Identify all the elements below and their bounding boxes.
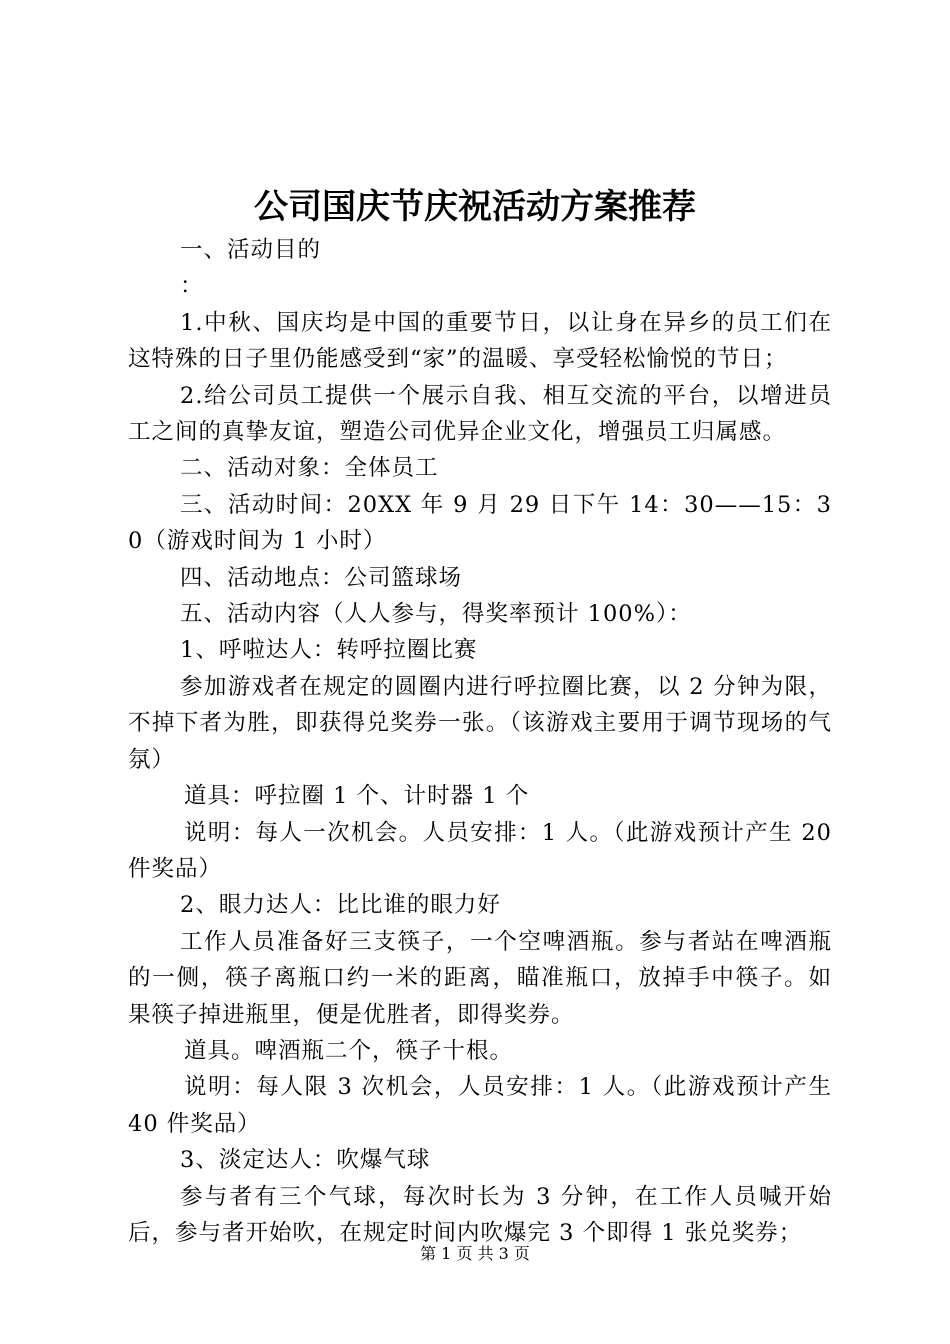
page-footer: 第 1 页 共 3 页 [420, 1244, 530, 1263]
colon-line: ： [180, 273, 204, 300]
game-2-heading: 2、眼力达人：比比谁的眼力好 [180, 892, 501, 919]
document-title: 公司国庆节庆祝活动方案推荐 [254, 187, 696, 227]
game-1-description: 参加游戏者在规定的圆圈内进行呼拉圈比赛，以 2 分钟为限，不掉下者为胜，即获得兑奖券一张。（该游戏主要用于调节现场的气氛） [128, 673, 832, 773]
game-1-heading: 1、呼啦达人：转呼拉圈比赛 [180, 637, 478, 664]
section-heading-content: 五、活动内容（人人参与，得奖率预计 100%）： [180, 601, 692, 628]
section-heading-purpose: 一、活动目的 [180, 237, 322, 263]
paragraph-purpose-1: 1.中秋、国庆均是中国的重要节日，以让身在异乡的员工们在这特殊的日子里仍能感受到“家”的温暖、享受轻松愉悦的节日； [128, 309, 832, 373]
section-heading-audience: 二、活动对象：全体员工 [180, 455, 439, 482]
game-1-props: 道具：呼拉圈 1 个、计时器 1 个 [184, 783, 530, 810]
document-body [128, 232, 832, 1251]
game-2-notes: 说明：每人限 3 次机会，人员安排：1 人。（此游戏预计产生 40 件奖品） [128, 1074, 832, 1137]
game-3-heading: 3、淡定达人：吹爆气球 [180, 1147, 431, 1174]
game-1-notes: 说明：每人一次机会。人员安排：1 人。（此游戏预计产生 20 件奖品） [128, 819, 832, 882]
game-2-props: 道具。啤酒瓶二个，筷子十根。 [184, 1037, 514, 1064]
game-2-description: 工作人员准备好三支筷子，一个空啤酒瓶。参与者站在啤酒瓶的一侧，筷子离瓶口约一米的距离，瞄准瓶口，放掉手中筷子。如果筷子掉进瓶里，便是优胜者，即得奖券。 [128, 928, 832, 1028]
paragraph-purpose-2: 2.给公司员工提供一个展示自我、相互交流的平台，以增进员工之间的真挚友谊，塑造公司优异企业文化，增强员工归属感。 [128, 382, 832, 446]
section-heading-time: 三、活动时间：20XX 年 9 月 29 日下午 14：30——15：30（游戏时间为 1 小时） [128, 491, 832, 555]
game-3-description: 参与者有三个气球，每次时长为 3 分钟，在工作人员喊开始后，参与者开始吹，在规定时间内吹爆完 3 个即得 1 张兑奖券； [128, 1183, 832, 1246]
section-heading-location: 四、活动地点：公司篮球场 [180, 564, 463, 591]
